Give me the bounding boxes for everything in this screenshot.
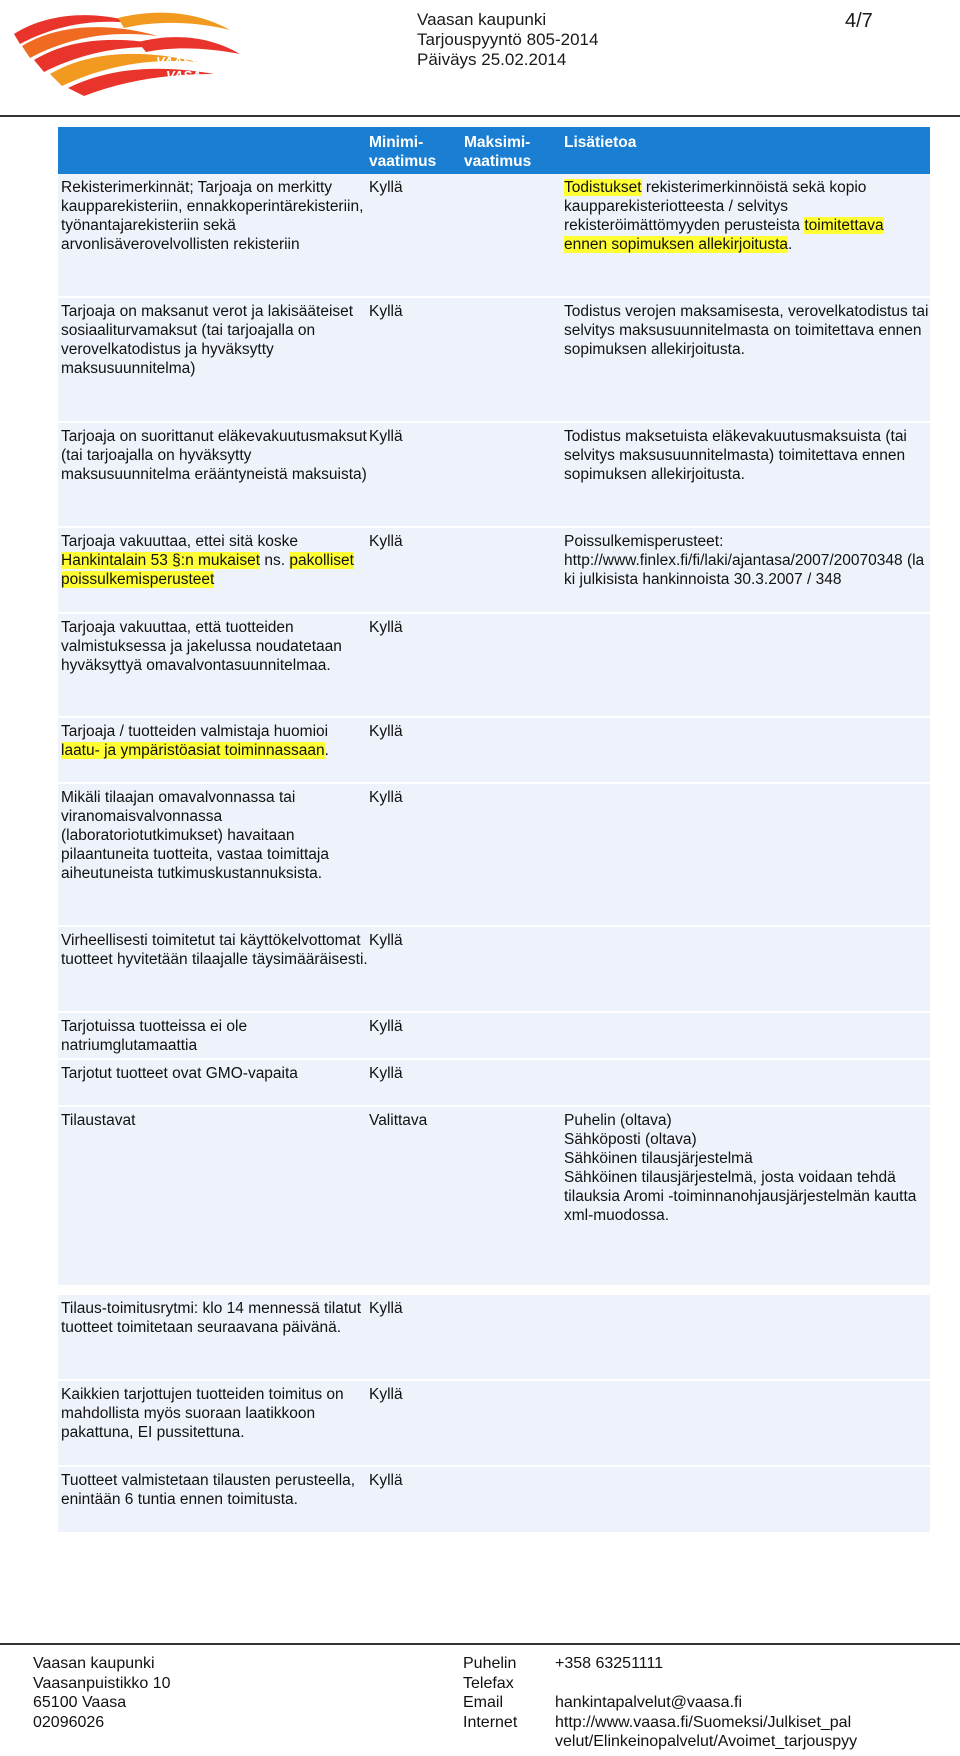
info-label: Poissulkemisperusteet: <box>564 533 724 550</box>
requirement-text: Rekisterimerkinnät; Tarjoaja on merkitty kaupparekisteriin, ennakkoperintärekisteriin, työnantajarekisteriin sekä arvonlisäverovelvollisten rekisteriin <box>58 174 369 298</box>
table-row <box>58 1381 930 1467</box>
svg-text:VASA: VASA <box>166 68 202 83</box>
min-value: Kyllä <box>369 784 464 927</box>
max-value <box>464 1381 564 1467</box>
header-min-line1: Minimi- <box>369 134 424 151</box>
order-method-phone: Puhelin (oltava) <box>564 1112 672 1129</box>
min-value: Kyllä <box>369 1467 464 1534</box>
table-row <box>58 1060 930 1107</box>
min-value: Kyllä <box>369 718 464 784</box>
finlex-link[interactable]: http://www.finlex.fi/fi/laki/ajantasa/2007/20070348 (laki julkisista hankinnoista 30.3.2007 / 348 <box>564 552 925 588</box>
info-text <box>564 528 930 614</box>
requirement-text: Virheellisesti toimitetut tai käyttökelvottomat tuotteet hyvitetään tilaajalle täysimääräisesti. <box>58 927 369 1013</box>
min-value: Kyllä <box>369 927 464 1013</box>
footer-phone: +358 63251111 <box>555 1655 664 1672</box>
min-value: Kyllä <box>369 528 464 614</box>
info-part: . <box>788 236 793 253</box>
requirement-text: Tuotteet valmistetaan tilausten perusteella, enintään 6 tuntia ennen toimitusta. <box>58 1467 369 1534</box>
max-value <box>464 298 564 423</box>
info-text <box>564 1467 930 1534</box>
info-text <box>564 614 930 718</box>
footer-postal: 65100 Vaasa <box>33 1694 127 1711</box>
max-value <box>464 1467 564 1534</box>
footer-phone-label: Puhelin <box>463 1655 517 1672</box>
delivery-table <box>58 1295 930 1534</box>
table-row <box>58 1107 930 1287</box>
info-text <box>564 927 930 1013</box>
header-date: Päiväys 25.02.2014 <box>417 50 567 69</box>
footer-labels <box>463 1654 517 1732</box>
max-value <box>464 1295 564 1381</box>
req-part: . <box>324 742 329 759</box>
order-method-email: Sähköposti (oltava) <box>564 1131 697 1148</box>
min-value: Kyllä <box>369 423 464 528</box>
header-min-line2: vaatimus <box>369 153 437 170</box>
requirement-text: Tarjoaja vakuuttaa, että tuotteiden valmistuksessa ja jakelussa noudatetaan hyväksyttyä omavalvontasuunnitelmaa. <box>58 614 369 718</box>
max-value <box>464 784 564 927</box>
header-max <box>464 127 564 174</box>
min-value: Kyllä <box>369 174 464 298</box>
requirement-text: Tilaus-toimitusrytmi: klo 14 mennessä tilatut tuotteet toimitetaan seuraavana päivänä. <box>58 1295 369 1381</box>
max-value <box>464 614 564 718</box>
max-value <box>464 1013 564 1060</box>
req-part: ns. <box>260 552 290 569</box>
footer-fax-label: Telefax <box>463 1674 514 1692</box>
table-row <box>58 298 930 423</box>
table-row <box>58 614 930 718</box>
req-part: Tarjoaja vakuuttaa, ettei sitä koske <box>61 533 298 550</box>
info-text <box>564 174 930 298</box>
requirement-text: Kaikkien tarjottujen tuotteiden toimitus on mahdollista myös suoraan laatikkoon pakattuna, EI pussitettuna. <box>58 1381 369 1467</box>
footer-code: 02096026 <box>33 1713 105 1731</box>
footer-internet-link-cont[interactable]: velut/Elinkeinopalvelut/Avoimet_tarjouspyy <box>555 1733 858 1750</box>
info-text: Todistus maksetuista eläkevakuutusmaksuista (tai selvitys maksusuunnitelmasta) toimitettava ennen sopimuksen allekirjoitusta. <box>564 423 930 528</box>
info-text <box>564 1381 930 1467</box>
min-value: Kyllä <box>369 1060 464 1107</box>
footer-fax <box>555 1674 857 1694</box>
highlight: Hankintalain 53 §:n mukaiset <box>61 552 261 569</box>
table-row <box>58 1467 930 1534</box>
requirement-text: Mikäli tilaajan omavalvonnassa tai viranomaisvalvonnassa (laboratoriotutkimukset) havaitaan pilaantuneita tuotteita, vastaa toimittaja aiheutuneista tutkimuskustannuksista. <box>58 784 369 927</box>
order-method-system: Sähköinen tilausjärjestelmä <box>564 1150 753 1167</box>
footer-email-link[interactable]: hankintapalvelut@vaasa.fi <box>555 1694 743 1711</box>
table-header-row <box>58 127 930 174</box>
table-row <box>58 174 930 298</box>
footer-internet-label: Internet <box>463 1713 518 1731</box>
footer-org: Vaasan kaupunki <box>33 1655 155 1672</box>
order-method-aromi: Sähköinen tilausjärjestelmä, josta voidaan tehdä tilauksia Aromi -toiminnanohjausjärjestelmän kautta xml-muodossa. <box>564 1169 917 1224</box>
max-value <box>464 423 564 528</box>
table-row <box>58 1013 930 1060</box>
info-text <box>564 784 930 927</box>
requirement-text: Tarjotut tuotteet ovat GMO-vapaita <box>58 1060 369 1107</box>
requirement-text <box>58 528 369 614</box>
req-part: Tarjoaja / tuotteiden valmistaja huomioi <box>61 723 329 740</box>
info-text <box>564 718 930 784</box>
svg-text:VAASA: VAASA <box>156 54 201 69</box>
header-tender-number: Tarjouspyyntö 805-2014 <box>417 30 599 49</box>
requirement-text: Tilaustavat <box>58 1107 369 1287</box>
header-info: Lisätietoa <box>564 134 637 151</box>
info-text <box>564 1013 930 1060</box>
footer-street: Vaasanpuistikko 10 <box>33 1674 171 1692</box>
info-text <box>564 1295 930 1381</box>
page-number: 4/7 <box>845 10 873 32</box>
max-value <box>464 718 564 784</box>
info-text <box>564 1107 930 1287</box>
max-value <box>464 927 564 1013</box>
highlight: Todistukset <box>564 179 642 196</box>
max-value <box>464 528 564 614</box>
highlight: toimitettava ennen sopimuksen allekirjoitusta <box>564 217 884 253</box>
highlight: pakolliset poissulkemisperusteet <box>61 552 354 588</box>
footer-email-label: Email <box>463 1694 504 1711</box>
min-value: Kyllä <box>369 1381 464 1467</box>
header-max-line1: Maksimi- <box>464 134 531 151</box>
highlight: laatu- ja ympäristöasiat toiminnassaan <box>61 742 325 759</box>
info-text <box>564 1060 930 1107</box>
min-value: Kyllä <box>369 1295 464 1381</box>
min-value: Kyllä <box>369 614 464 718</box>
table-row <box>58 423 930 528</box>
footer-values <box>555 1654 857 1752</box>
footer-divider <box>0 1643 960 1645</box>
header-min <box>369 127 464 174</box>
table-row <box>58 784 930 927</box>
info-part: rekisterimerkinnöistä sekä kopio kaupparekisteriotteesta / selvitys rekisteröimättömyyden perusteista <box>564 179 867 234</box>
requirement-text: Tarjotuissa tuotteissa ei ole natriumglutamaattia <box>58 1013 369 1060</box>
header-info <box>417 10 598 70</box>
header-col1 <box>58 127 369 174</box>
min-value: Kyllä <box>369 298 464 423</box>
header-max-line2: vaatimus <box>464 153 532 170</box>
requirement-text <box>58 718 369 784</box>
max-value <box>464 1060 564 1107</box>
header-org: Vaasan kaupunki <box>417 10 547 29</box>
table-row <box>58 718 930 784</box>
requirement-text: Tarjoaja on maksanut verot ja lakisääteiset sosiaaliturvamaksut (tai tarjoajalla on verovelkatodistus ja hyväksytty maksusuunnitelma) <box>58 298 369 423</box>
min-value: Valittava <box>369 1107 564 1287</box>
footer-address <box>33 1654 171 1732</box>
requirement-text: Tarjoaja on suorittanut eläkevakuutusmaksut (tai tarjoajalla on hyväksytty maksusuunnitelma erääntyneistä maksuista) <box>58 423 369 528</box>
requirements-table <box>58 127 930 1287</box>
info-text: Todistus verojen maksamisesta, verovelkatodistus tai selvitys maksusuunnitelmasta on toimitettava ennen sopimuksen allekirjoitusta. <box>564 298 930 423</box>
page-header <box>0 0 960 115</box>
table-row <box>58 528 930 614</box>
min-value: Kyllä <box>369 1013 464 1060</box>
table-row <box>58 1295 930 1381</box>
footer-internet-link[interactable]: http://www.vaasa.fi/Suomeksi/Julkiset_pal <box>555 1713 852 1731</box>
vaasa-logo <box>8 4 248 99</box>
header-divider <box>0 115 960 117</box>
max-value <box>464 174 564 298</box>
table-row <box>58 927 930 1013</box>
